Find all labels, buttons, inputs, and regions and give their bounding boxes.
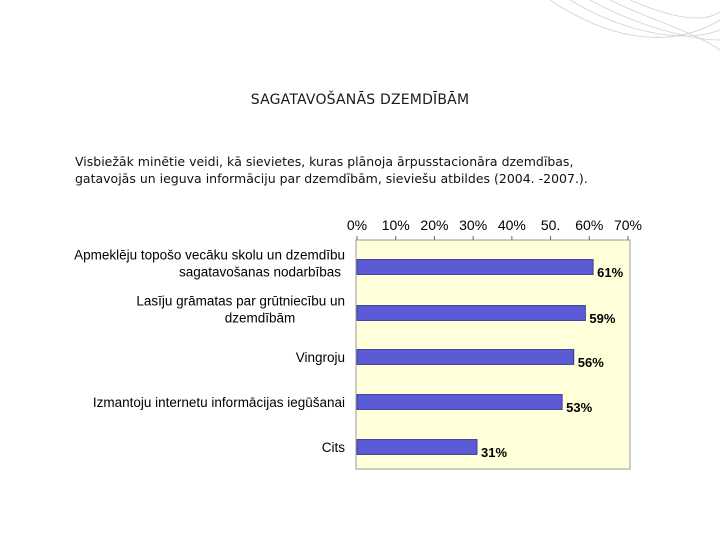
bar [357,350,574,365]
subtitle-line: Visbiežāk minētie veidi, kā sievietes, kuras plānoja ārpusstacionāra dzemdības, [75,154,574,169]
category-label: Apmeklēju topošo vecāku skolu un dzemdību [74,247,345,263]
category-label: Cits [321,440,345,455]
category-label: sagatavošanas nodarbības [178,264,342,280]
x-tick-label: 20% [420,217,449,233]
bar [357,395,562,410]
bar [357,440,477,455]
x-tick-label: 10% [381,217,410,233]
category-label: dzemdībām [224,310,296,326]
data-label: 61% [597,265,624,280]
x-tick-label: 60% [575,217,604,233]
subtitle-line: gatavojās un ieguva informāciju par dzemdībām, sieviešu atbildes (2004. -2007.). [75,171,588,186]
data-label: 59% [589,311,616,326]
x-tick-label: 40% [497,217,526,233]
category-label: Lasīju grāmatas par grūtniecību un [136,293,345,309]
bar [357,260,593,275]
x-tick-label: 0% [346,217,368,233]
data-label: 56% [577,355,604,370]
x-tick-label: 50. [540,217,561,233]
x-tick-label: 70% [613,217,643,233]
x-tick-label: 30% [459,217,488,233]
category-label: Izmantoju internetu informācijas iegūšanai [92,395,345,410]
data-label: 53% [566,400,593,415]
bar [357,306,585,321]
category-label: Vingroju [295,350,345,365]
slide-title: SAGATAVOŠANĀS DZEMDĪBĀM [250,92,470,108]
data-label: 31% [481,445,508,460]
